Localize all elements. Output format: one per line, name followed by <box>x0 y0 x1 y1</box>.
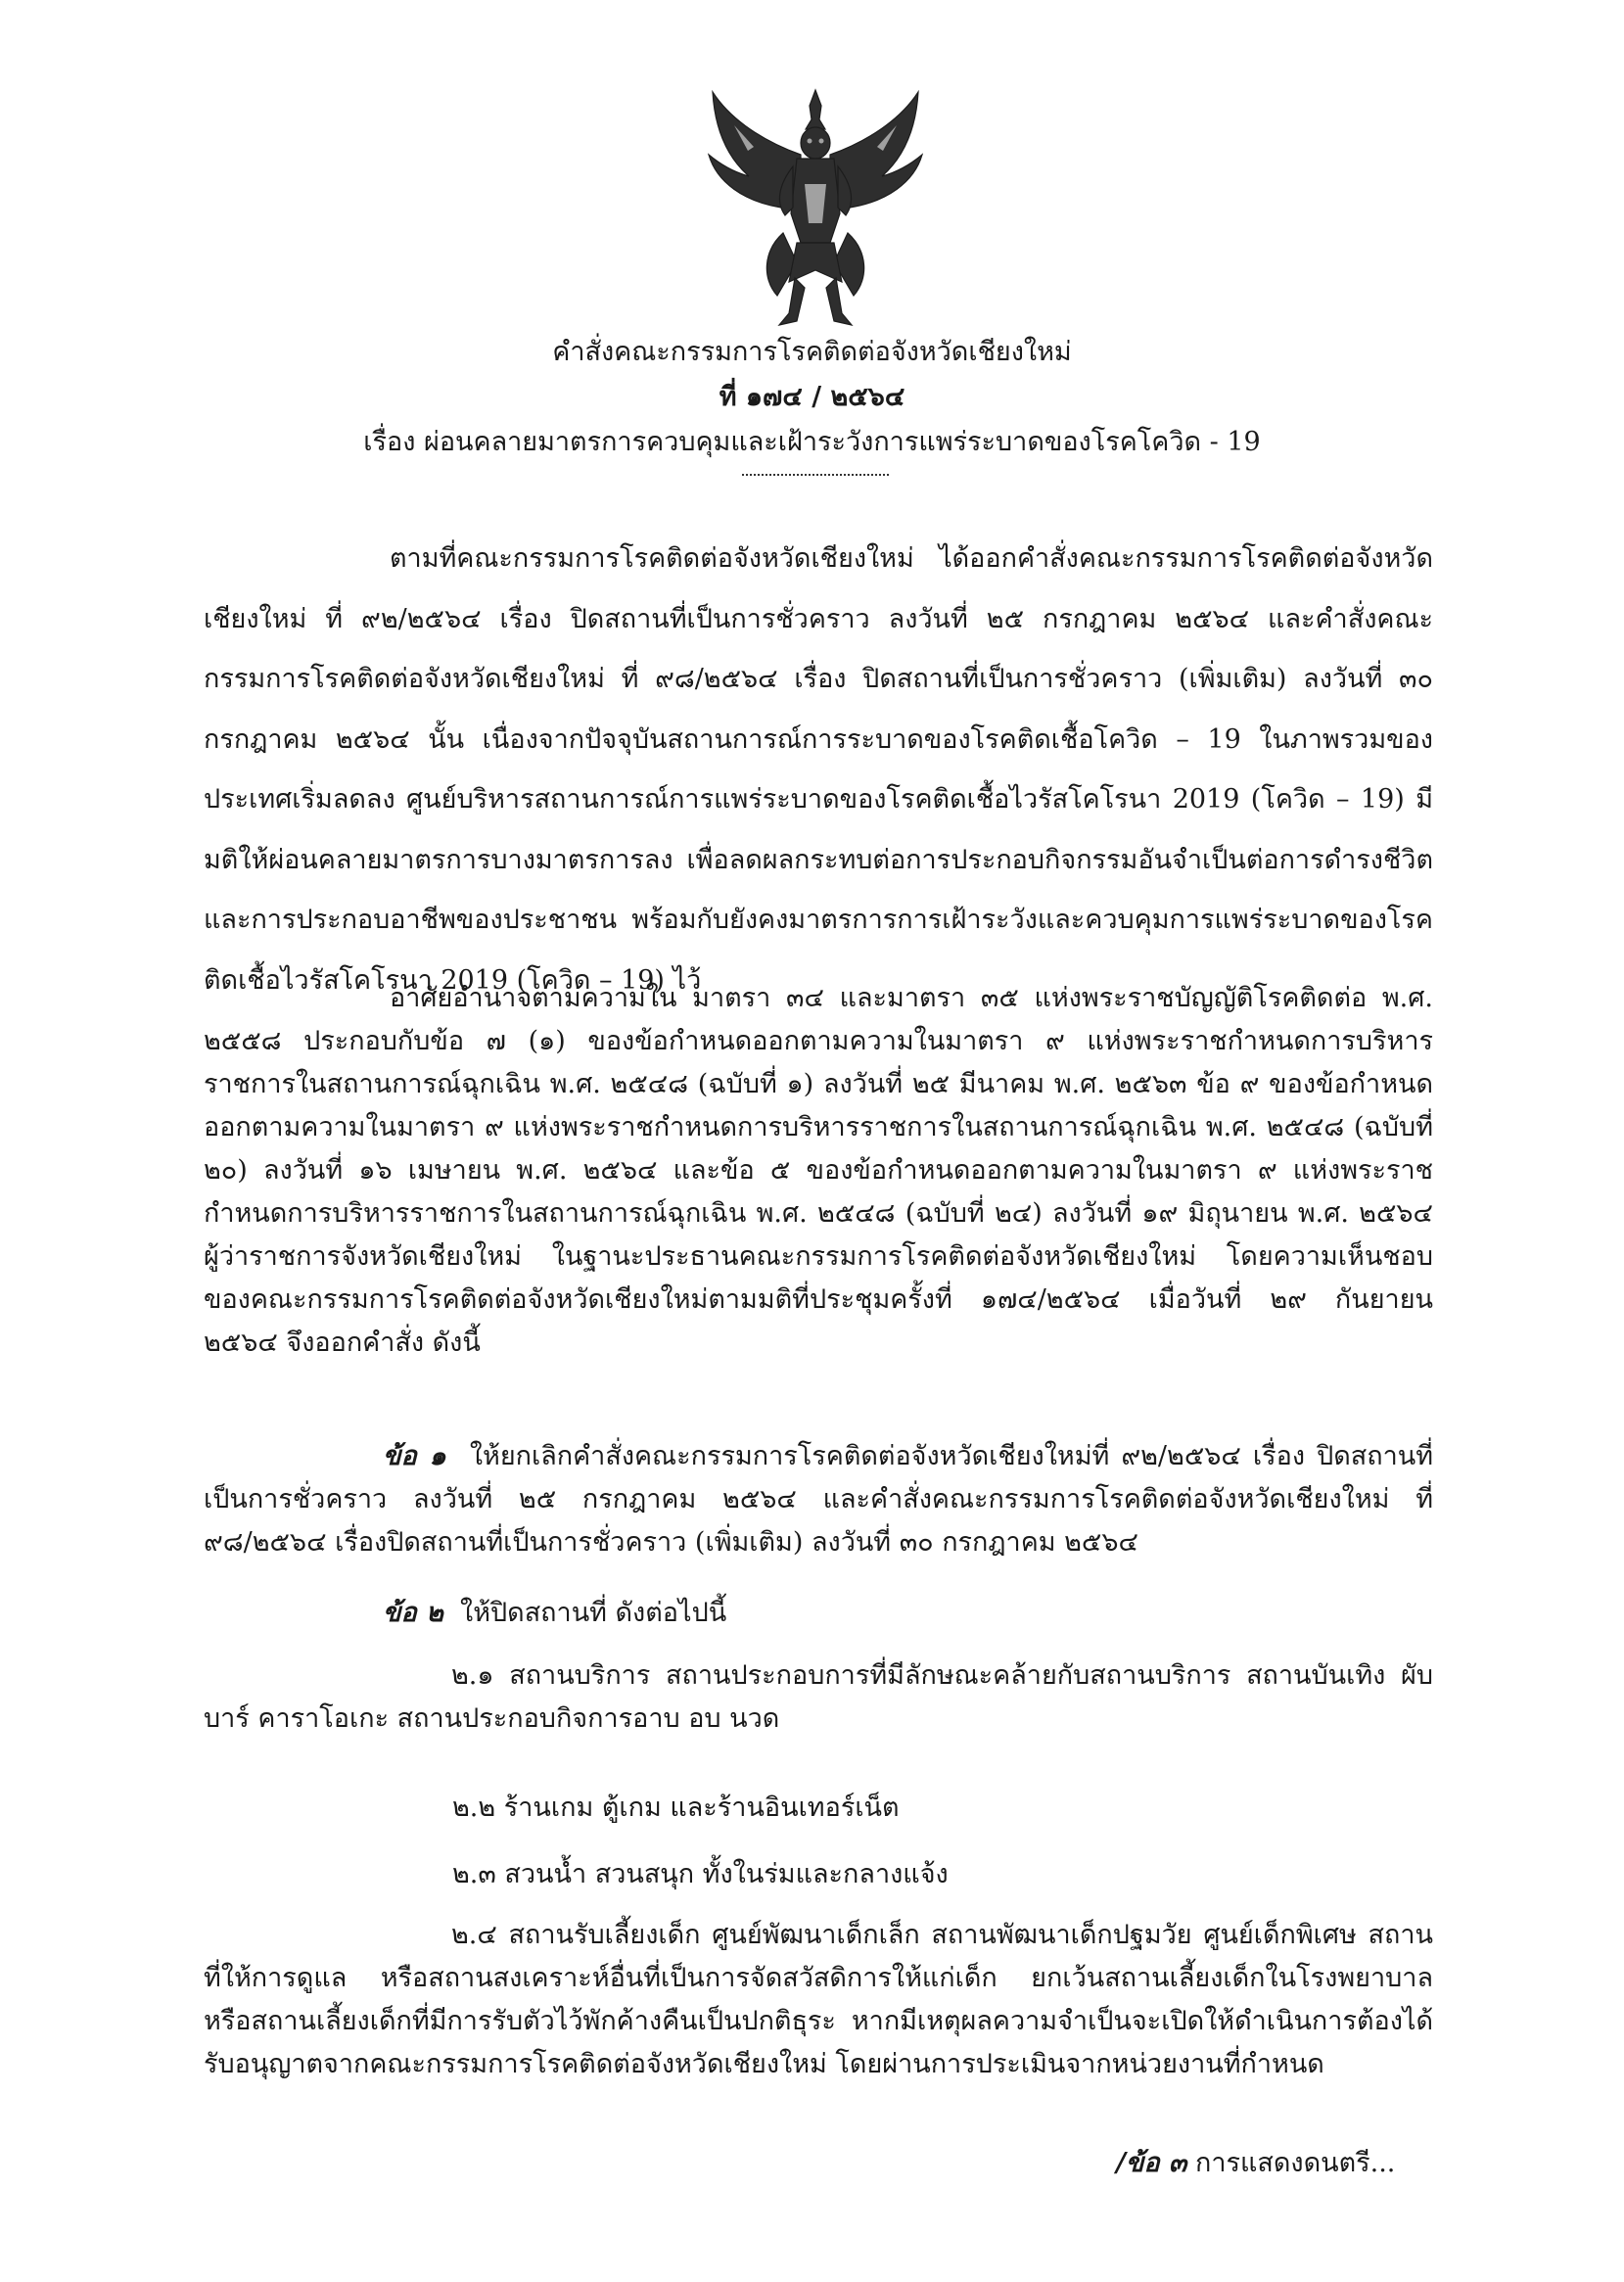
continuation-clause-label: /ข้อ ๓ <box>1116 2148 1187 2178</box>
order-subject: เรื่อง ผ่อนคลายมาตรการควบคุมและเฝ้าระวังการแพร่ระบาดของโรคโควิด - 19 <box>363 427 1261 457</box>
item-2-4: ๒.๔ สถานรับเลี้ยงเด็ก ศูนย์พัฒนาเด็กเล็ก สถานพัฒนาเด็กปฐมวัย ศูนย์เด็กพิเศษ สถานที่ให้การดูแล หรือสถานสงเคราะห์อื่นที่เป็นการจัดสวัสดิการให้แก่เด็ก ยกเว้นสถานเลี้ยงเด็กในโรงพยาบาล หรือสถานเลี้ยงเด็กที่มีการรับตัวไว้พักค้างคืนเป็นปกติธุระ หากมีเหตุผลความจำเป็นจะเปิดให้ดำเนินการต้องได้รับอนุญาตจากคณะกรรมการโรคติดต่อจังหวัดเชียงใหม่ โดยผ่านการประเมินจากหน่วยงานที่กำหนด <box>204 1920 1433 2079</box>
authority-paragraph: อาศัยอำนาจตามความใน มาตรา ๓๔ และมาตรา ๓๕ แห่งพระราชบัญญัติโรคติดต่อ พ.ศ. ๒๕๕๘ ประกอบกับข้อ ๗ (๑) ของข้อกำหนดออกตามความในมาตรา ๙ แห่งพระราชกำหนดการบริหารราชการในสถานการณ์ฉุกเฉิน พ.ศ. ๒๕๔๘ (ฉบับที่ ๑) ลงวันที่ ๒๕ มีนาคม พ.ศ. ๒๕๖๓ ข้อ ๙ ของข้อกำหนดออกตามความในมาตรา ๙ แห่งพระราชกำหนดการบริหารราชการในสถานการณ์ฉุกเฉิน พ.ศ. ๒๕๔๘ (ฉบับที่ ๒๐) ลงวันที่ ๑๖ เมษายน พ.ศ. ๒๕๖๔ และข้อ ๕ ของข้อกำหนดออกตามความในมาตรา ๙ แห่งพระราชกำหนดการบริหารราชการในสถานการณ์ฉุกเฉิน พ.ศ. ๒๕๔๘ (ฉบับที่ ๒๔) ลงวันที่ ๑๙ มิถุนายน พ.ศ. ๒๕๖๔ ผู้ว่าราชการจังหวัดเชียงใหม่ ในฐานะประธานคณะกรรมการโรคติดต่อจังหวัดเชียงใหม่ โดยความเห็นชอบของคณะกรรมการโรคติดต่อจังหวัดเชียงใหม่ตามมติที่ประชุมครั้งที่ ๑๗๔/๒๕๖๔ เมื่อวันที่ ๒๙ กันยายน ๒๕๖๔ จึงออกคำสั่ง ดังนี้ <box>204 983 1433 1358</box>
order-number: ที่ ๑๗๔ / ๒๕๖๔ <box>719 382 905 412</box>
continuation-marker <box>1116 2142 1395 2185</box>
item-2-2: ๒.๒ ร้านเกม ตู้เกม และร้านอินเทอร์เน็ต <box>452 1793 900 1823</box>
clause-2-number: ข้อ ๒ <box>383 1598 443 1628</box>
dotted-divider <box>742 474 889 476</box>
garuda-emblem-icon <box>695 86 936 329</box>
continuation-text: การแสดงดนตรี... <box>1186 2148 1396 2178</box>
clause-2 <box>204 1592 1433 1635</box>
clause-1 <box>204 1435 1433 1564</box>
preamble-paragraph: ตามที่คณะกรรมการโรคติดต่อจังหวัดเชียงใหม่ ได้ออกคำสั่งคณะกรรมการโรคติดต่อจังหวัดเชียงใหม่ ที่ ๙๒/๒๕๖๔ เรื่อง ปิดสถานที่เป็นการชั่วคราว ลงวันที่ ๒๕ กรกฎาคม ๒๕๖๔ และคำสั่งคณะกรรมการโรคติดต่อจังหวัดเชียงใหม่ ที่ ๙๘/๒๕๖๔ เรื่อง ปิดสถานที่เป็นการชั่วคราว (เพิ่มเติม) ลงวันที่ ๓๐ กรกฎาคม ๒๕๖๔ นั้น เนื่องจากปัจจุบันสถานการณ์การระบาดของโรคติดเชื้อโควิด – 19 ในภาพรวมของประเทศเริ่มลดลง ศูนย์บริหารสถานการณ์การแพร่ระบาดของโรคติดเชื้อไวรัสโคโรนา 2019 (โควิด – 19) มีมติให้ผ่อนคลายมาตรการบางมาตรการลง เพื่อลดผลกระทบต่อการประกอบกิจกรรมอันจำเป็นต่อการดำรงชีวิตและการประกอบอาชีพของประชาชน พร้อมกับยังคงมาตรการการเฝ้าระวังและควบคุมการแพร่ระบาดของโรคติดเชื้อไวรัสโคโรนา 2019 (โควิด – 19) ไว้ <box>204 543 1433 996</box>
item-2-1: ๒.๑ สถานบริการ สถานประกอบการที่มีลักษณะคล้ายกับสถานบริการ สถานบันเทิง ผับ บาร์ คาราโอเกะ สถานประกอบกิจการอาบ อบ นวด <box>204 1660 1433 1734</box>
order-title: คำสั่งคณะกรรมการโรคติดต่อจังหวัดเชียงใหม่ <box>552 337 1072 367</box>
clause-1-number: ข้อ ๑ <box>383 1441 446 1471</box>
clause-1-text: ให้ยกเลิกคำสั่งคณะกรรมการโรคติดต่อจังหวัดเชียงใหม่ที่ ๙๒/๒๕๖๔ เรื่อง ปิดสถานที่เป็นการชั่วคราว ลงวันที่ ๒๕ กรกฎาคม ๒๕๖๔ และคำสั่งคณะกรรมการโรคติดต่อจังหวัดเชียงใหม่ ที่ ๙๘/๒๕๖๔ เรื่องปิดสถานที่เป็นการชั่วคราว (เพิ่มเติม) ลงวันที่ ๓๐ กรกฎาคม ๒๕๖๔ <box>204 1441 1434 1558</box>
clause-2-text: ให้ปิดสถานที่ ดังต่อไปนี้ <box>460 1598 727 1628</box>
item-2-3: ๒.๓ สวนน้ำ สวนสนุก ทั้งในร่มและกลางแจ้ง <box>452 1859 949 1889</box>
